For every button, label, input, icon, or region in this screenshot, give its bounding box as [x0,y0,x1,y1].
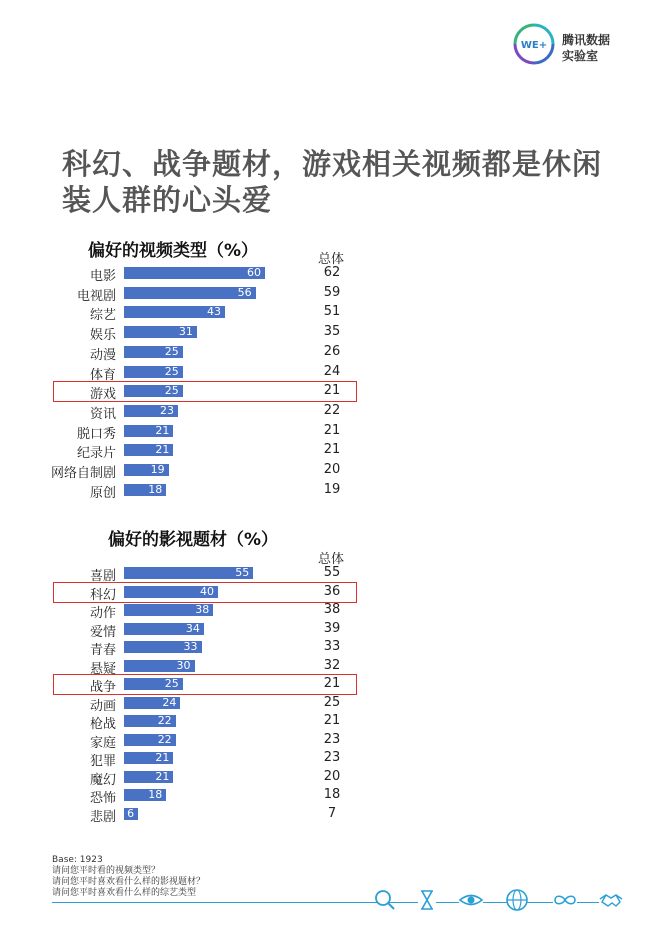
bar-value-label: 55 [235,566,250,579]
category-label: 恐怖 [89,791,116,806]
highlight-box [53,381,357,402]
total-value: 23 [323,750,341,765]
total-value: 21 [323,383,341,399]
bar-value-label: 22 [157,732,172,746]
bar-value-label: 30 [176,658,191,672]
total-value: 35 [323,324,341,340]
bar-value-label: 34 [185,621,200,635]
bar-value-label: 6 [127,806,135,820]
category-label: 动漫 [89,347,116,363]
total-value: 24 [323,363,341,379]
category-label: 犯罪 [89,754,116,769]
category-label: 战争 [89,680,116,695]
category-label: 体育 [89,367,116,383]
category-label: 科幻 [89,587,116,603]
handshake-icon [598,887,624,913]
bar-value-label: 18 [148,482,163,496]
base-count: Base: 1923 [52,855,103,865]
globe-icon [504,887,530,913]
total-value: 21 [323,442,341,458]
chart-title: 偏好的视频类型（%） [88,241,259,261]
hourglass-icon [414,887,440,913]
category-label: 脱口秀 [76,426,116,442]
total-value: 21 [323,713,341,728]
category-label: 动作 [89,606,116,621]
bar-value-label: 38 [195,603,210,616]
total-value: 21 [323,676,341,691]
bar-value-label: 21 [155,423,170,437]
category-label: 原创 [89,485,116,501]
category-label: 游戏 [89,387,116,403]
bar-value-label: 25 [164,384,179,398]
bar-value-label: 40 [200,584,214,598]
bar-value-label: 31 [178,325,193,339]
base-question-2: 请问您平时喜欢看什么样的影视题材？ [52,877,206,887]
bar-value-label: 21 [155,751,170,764]
total-value: 25 [323,694,341,710]
total-value: 38 [323,602,341,617]
bar-value-label: 56 [237,285,252,299]
highlight-box [53,674,357,695]
total-value: 33 [323,639,341,654]
total-value: 7 [327,805,337,821]
bar-value-label: 24 [162,695,177,709]
infinity-icon [552,887,578,913]
total-value: 22 [323,402,341,418]
total-value: 19 [323,481,341,497]
category-label: 悬疑 [89,661,116,677]
category-label: 爱情 [89,624,116,640]
bar-value-label: 18 [148,788,163,801]
category-label: 网络自制剧 [50,466,116,481]
total-header: 总体 [318,252,345,267]
bar-value-label: 25 [164,364,179,378]
page-title: 科幻、战争题材，游戏相关视频都是休闲装人群的心头爱 [62,147,603,217]
bar-value-label: 25 [164,344,179,358]
total-value: 23 [323,731,341,747]
logo-line-2: 实验室 [562,49,599,63]
bar-value-label: 22 [157,714,172,727]
category-label: 纪录片 [76,446,116,462]
category-label: 动画 [89,698,116,714]
total-value: 51 [323,304,341,320]
bar-value-label: 19 [150,463,165,476]
category-label: 枪战 [89,717,116,732]
total-value: 18 [323,787,341,802]
bar-value-label: 43 [207,305,222,319]
total-value: 62 [323,265,341,280]
category-label: 家庭 [89,735,116,751]
total-value: 55 [323,565,341,580]
bar-value-label: 21 [155,443,170,457]
total-value: 39 [323,620,341,636]
category-label: 魔幻 [89,772,116,788]
total-value: 59 [323,284,341,300]
base-question-1: 请问您平时看的视频类型？ [52,866,161,876]
eye-icon [458,887,484,913]
total-value: 26 [323,343,341,359]
logo-ring-icon [512,22,556,66]
bar-value-label: 33 [183,640,198,653]
bar-value-label: 23 [160,403,175,417]
total-value: 36 [323,583,341,599]
category-label: 青春 [89,643,116,658]
total-header: 总体 [318,552,345,567]
logo-badge: WE+ [520,40,548,51]
tencent-data-lab-logo [512,22,622,72]
logo-line-1: 腾讯数据 [562,33,611,47]
category-label: 资讯 [89,406,116,422]
total-value: 32 [323,657,341,673]
category-label: 悲剧 [89,809,116,825]
bar-value-label: 25 [164,677,179,690]
category-label: 喜剧 [89,569,116,584]
bar-value-label: 60 [247,266,261,279]
base-notes [52,855,205,899]
total-value: 21 [323,422,341,438]
highlight-box [53,582,357,603]
bar-value-label: 21 [155,769,170,783]
chart-title: 偏好的影视题材（%） [108,530,279,550]
category-label: 电影 [89,269,116,284]
category-label: 娱乐 [89,328,116,344]
total-value: 20 [323,768,341,784]
search-icon [372,887,398,913]
total-value: 20 [323,462,341,477]
category-label: 综艺 [89,308,116,324]
category-label: 电视剧 [76,288,116,304]
base-question-3: 请问您平时喜欢看什么样的综艺类型 [52,888,197,898]
